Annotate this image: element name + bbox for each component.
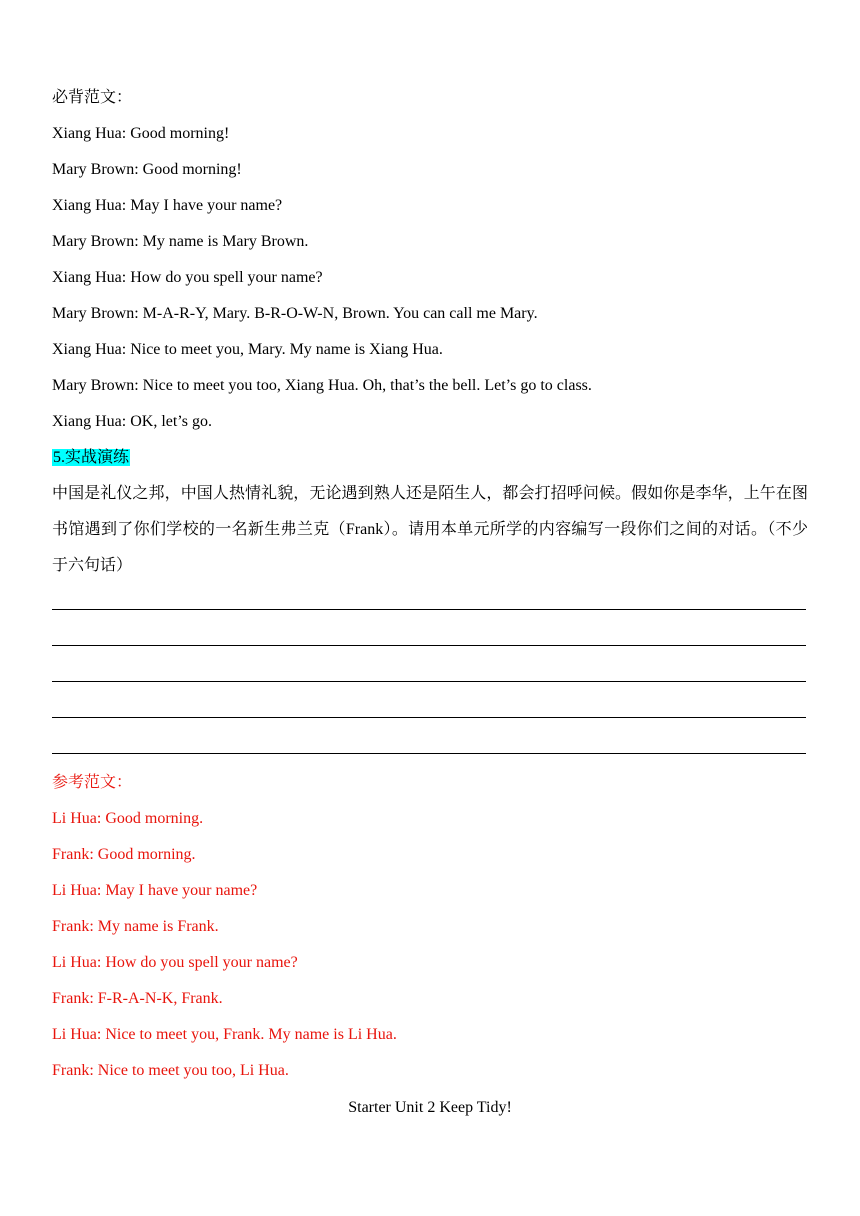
memorize-line: Xiang Hua: How do you spell your name? [52,269,323,286]
reference-line: Li Hua: How do you spell your name? [52,954,298,971]
memorize-line: Xiang Hua: OK, let’s go. [52,413,212,430]
memorize-line: Mary Brown: M-A-R-Y, Mary. B-R-O-W-N, Brown. You can call me Mary. [52,305,538,322]
answer-blank-line[interactable] [52,681,806,682]
reference-line: Frank: F-R-A-N-K, Frank. [52,990,223,1007]
answer-blank-line[interactable] [52,645,806,646]
reference-line: Frank: Good morning. [52,846,196,863]
memorize-line: Xiang Hua: May I have your name? [52,197,283,214]
practice-prompt: 中国是礼仪之邦，中国人热情礼貌，无论遇到熟人还是陌生人，都会打招呼问候。假如你是李华，上午在图书馆遇到了你们学校的一名新生弗兰克（Frank）。请用本单元所学的内容编写一段你们之间的对话。（不少于六句话） [52,485,808,574]
answer-blank-line[interactable] [52,609,806,610]
reference-label: 参考范文： [52,774,133,791]
reference-line: Li Hua: May I have your name? [52,882,258,899]
memorize-label: 必背范文： [52,89,133,106]
answer-blank-line[interactable] [52,717,806,718]
memorize-line: Mary Brown: Good morning! [52,161,242,178]
memorize-line: Xiang Hua: Nice to meet you, Mary. My name is Xiang Hua. [52,341,443,358]
section-heading [52,447,130,469]
section-heading-text: 5.实战演练 [53,449,130,466]
reference-line: Frank: Nice to meet you too, Li Hua. [52,1062,289,1079]
memorize-line: Mary Brown: My name is Mary Brown. [52,233,309,250]
memorize-line: Mary Brown: Nice to meet you too, Xiang Hua. Oh, that’s the bell. Let’s go to class. [52,377,592,394]
reference-line: Li Hua: Nice to meet you, Frank. My name is Li Hua. [52,1026,397,1043]
next-unit-title: Starter Unit 2 Keep Tidy! [348,1099,512,1116]
reference-line: Frank: My name is Frank. [52,918,219,935]
memorize-line: Xiang Hua: Good morning! [52,125,230,142]
reference-line: Li Hua: Good morning. [52,810,204,827]
answer-blank-line[interactable] [52,753,806,754]
